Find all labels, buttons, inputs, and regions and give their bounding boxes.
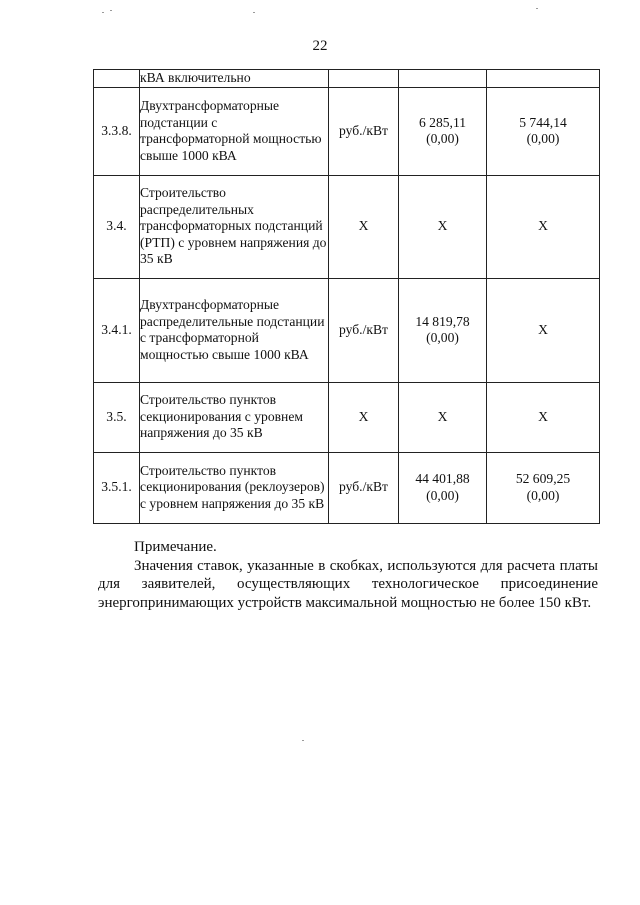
row-number xyxy=(94,70,140,88)
row-number: 3.5. xyxy=(94,382,140,452)
row-number: 3.4.1. xyxy=(94,278,140,382)
scan-speck xyxy=(302,740,304,741)
scan-speck xyxy=(110,10,112,11)
value-reduced: (0,00) xyxy=(526,487,560,503)
scan-speck xyxy=(102,12,104,13)
row-description: Двухтрансформаторные распределительные подстанции с трансформаторной мощностью свыше 1000 кВА xyxy=(140,278,329,382)
value-main: 6 285,11 xyxy=(418,114,467,130)
row-unit: Х xyxy=(329,175,399,278)
value-main: 5 744,14 xyxy=(519,114,567,130)
row-description: Строительство пунктов секционирования с уровнем напряжения до 35 кВ xyxy=(140,382,329,452)
row-value-1 xyxy=(399,70,487,88)
row-value-1 xyxy=(399,452,487,523)
row-description: Двухтрансформаторные подстанции с трансформаторной мощностью свыше 1000 кВА xyxy=(140,87,329,175)
table-row xyxy=(94,382,600,452)
value-reduced: (0,00) xyxy=(426,131,459,146)
row-value-2: Х xyxy=(487,175,600,278)
value-main: 44 401,88 xyxy=(415,471,470,486)
row-value-2: Х xyxy=(487,382,600,452)
row-unit: руб./кВт xyxy=(329,452,399,523)
note-text: Значения ставок, указанные в скобках, используются для расчета платы для заявителей, осуществляющих технологическое присоединение энергопринимающих устройств максимальной мощностью не более 150 кВт. xyxy=(98,557,598,611)
value-reduced: (0,00) xyxy=(526,131,560,146)
row-number: 3.3.8. xyxy=(94,87,140,175)
note-block xyxy=(98,538,598,612)
table-row xyxy=(94,87,600,175)
value-reduced: (0,00) xyxy=(426,330,459,345)
row-value-1 xyxy=(399,278,487,382)
scan-speck xyxy=(253,12,255,13)
row-unit: руб./кВт xyxy=(329,87,399,175)
row-value-2 xyxy=(487,70,600,88)
row-value-1: Х xyxy=(399,382,487,452)
row-unit: руб./кВт xyxy=(329,278,399,382)
value-main: 52 609,25 xyxy=(515,471,571,486)
table-row xyxy=(94,70,600,88)
value-main: 14 819,78 xyxy=(415,313,470,329)
scan-speck xyxy=(536,8,538,9)
row-value-2: Х xyxy=(487,278,600,382)
row-value-2 xyxy=(487,87,600,175)
note-title: Примечание. xyxy=(134,539,217,555)
row-description: Строительство распределительных трансформаторных подстанций (РТП) с уровнем напряжения до 35 кВ xyxy=(140,175,329,278)
row-number: 3.5.1. xyxy=(94,452,140,523)
table-row xyxy=(94,278,600,382)
tariff-table xyxy=(93,69,600,524)
row-unit xyxy=(329,70,399,88)
row-value-1 xyxy=(399,87,487,175)
value-reduced: (0,00) xyxy=(426,487,459,503)
row-unit: Х xyxy=(329,382,399,452)
row-value-2 xyxy=(487,452,600,523)
row-value-1: Х xyxy=(399,175,487,278)
row-number: 3.4. xyxy=(94,175,140,278)
table-row xyxy=(94,452,600,523)
row-description: кВА включительно xyxy=(140,70,329,88)
row-description: Строительство пунктов секционирования (реклоузеров) с уровнем напряжения до 35 кВ xyxy=(140,452,329,523)
table-row xyxy=(94,175,600,278)
page-number: 22 xyxy=(312,38,328,54)
